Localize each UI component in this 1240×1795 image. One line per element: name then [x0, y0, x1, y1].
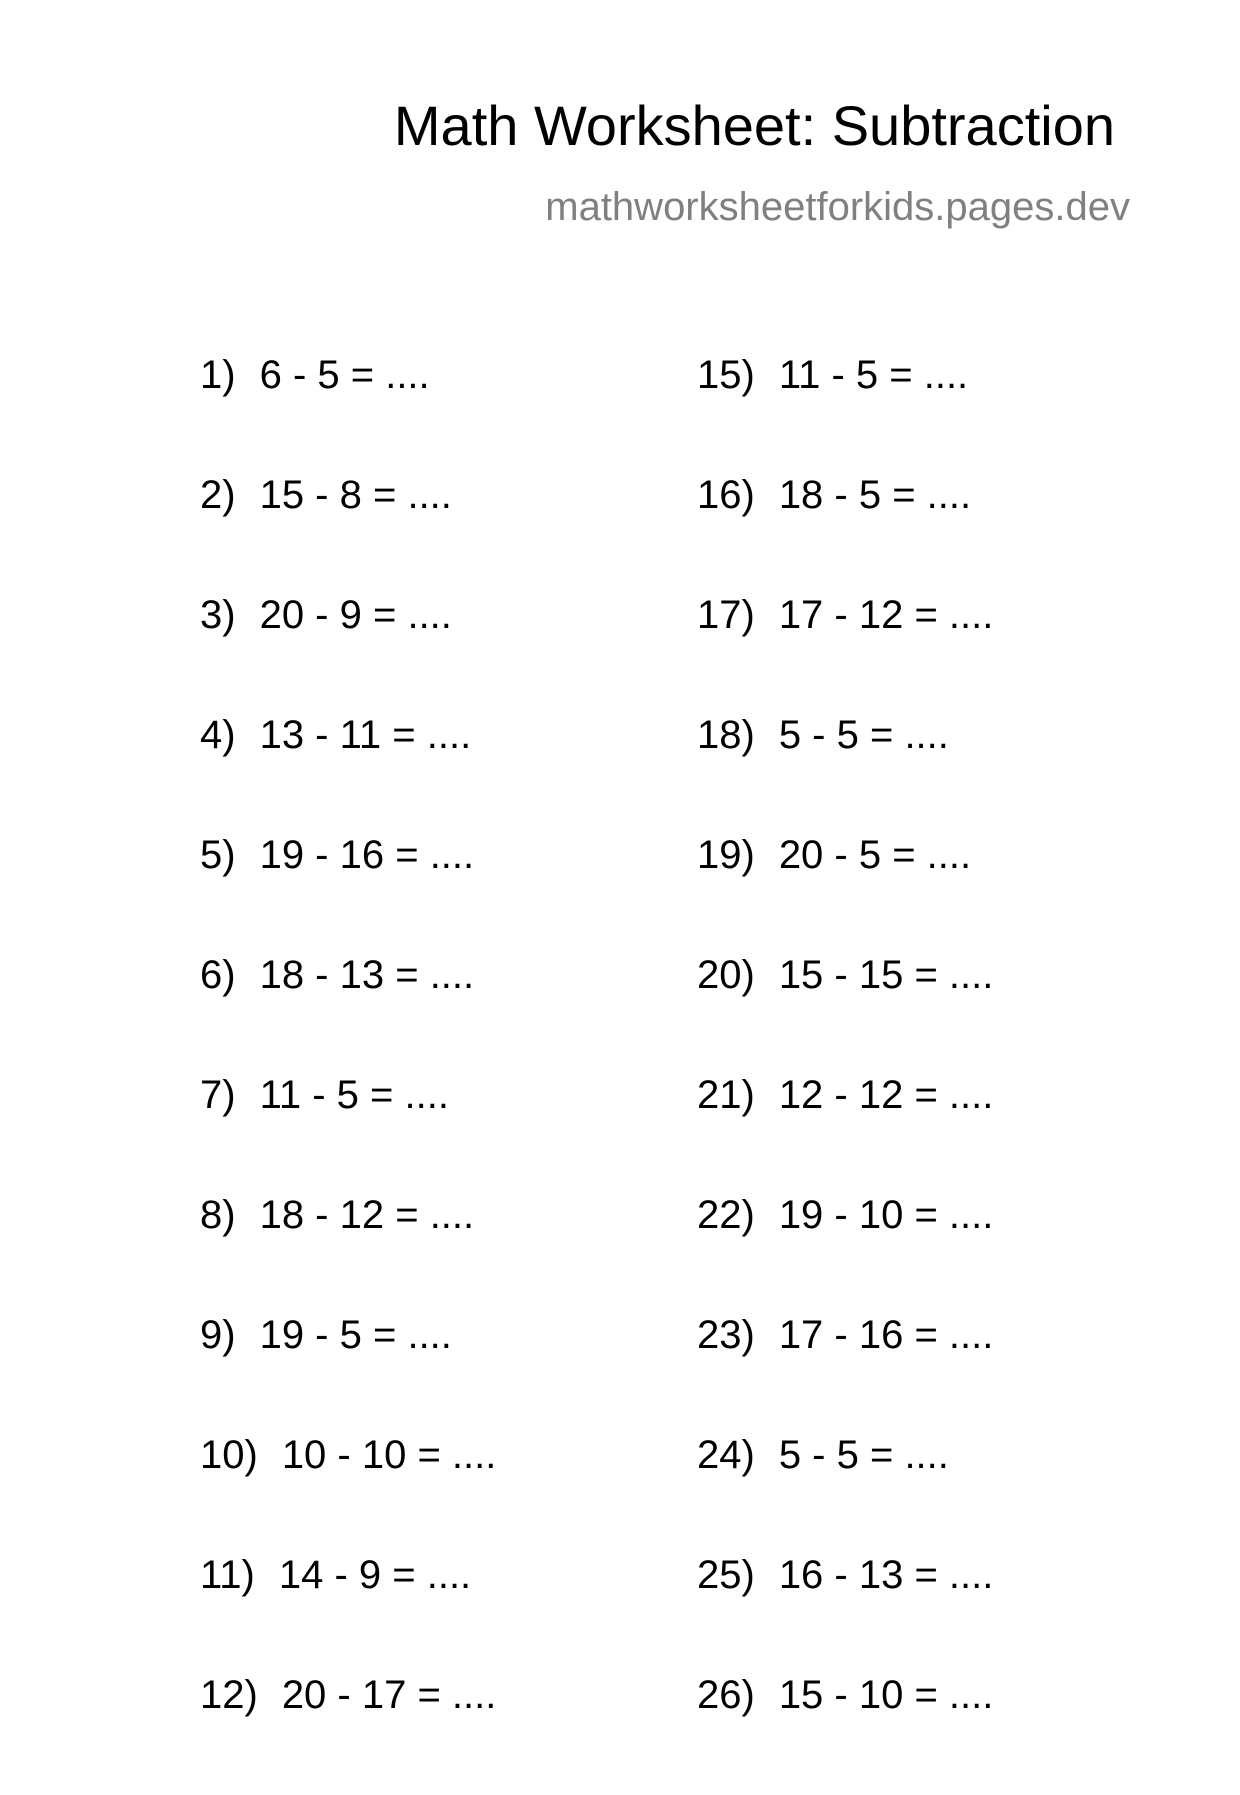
problem-number: 17) [697, 593, 755, 637]
problem-item [697, 355, 993, 475]
problem-expression: 11 - 5 = .... [259, 1073, 449, 1117]
problem-expression: 18 - 5 = .... [778, 473, 972, 517]
problem-item [200, 1075, 496, 1195]
problem-item [697, 835, 993, 955]
problem-item [200, 1315, 496, 1435]
problem-item [697, 1315, 993, 1435]
problem-expression: 19 - 5 = .... [259, 1313, 452, 1357]
source-url: mathworksheetforkids.pages.dev [545, 185, 1130, 229]
problem-number: 20) [697, 953, 755, 997]
problem-item [697, 715, 993, 835]
problem-item [200, 835, 496, 955]
problem-expression: 20 - 17 = .... [281, 1673, 497, 1717]
problem-expression: 17 - 12 = .... [778, 593, 994, 637]
problem-number: 21) [697, 1073, 755, 1117]
problem-number: 9) [200, 1313, 236, 1357]
problem-number: 5) [200, 833, 236, 877]
problem-number: 11) [200, 1553, 255, 1597]
problem-number: 1) [200, 353, 236, 397]
problem-item [697, 595, 993, 715]
page-title: Math Worksheet: Subtraction [393, 94, 1115, 157]
problem-number: 19) [697, 833, 755, 877]
problem-number: 7) [200, 1073, 236, 1117]
problem-column-left [200, 355, 496, 1795]
problem-item [200, 1675, 496, 1795]
problem-number: 15) [697, 353, 755, 397]
problem-item [200, 475, 496, 595]
problem-item [200, 955, 496, 1075]
problem-expression: 18 - 13 = .... [259, 953, 475, 997]
problem-number: 24) [697, 1433, 755, 1477]
problem-item [697, 1435, 993, 1555]
problem-number: 8) [200, 1193, 236, 1237]
problem-expression: 12 - 12 = .... [778, 1073, 994, 1117]
problem-expression: 5 - 5 = .... [778, 1433, 949, 1477]
problem-number: 25) [697, 1553, 755, 1597]
problem-item [200, 715, 496, 835]
problem-number: 22) [697, 1193, 755, 1237]
problem-number: 26) [697, 1673, 755, 1717]
problem-item [200, 1195, 496, 1315]
problem-item [697, 955, 993, 1075]
problem-number: 23) [697, 1313, 755, 1357]
problem-item [697, 1075, 993, 1195]
problem-number: 18) [697, 713, 755, 757]
problem-item [200, 1435, 496, 1555]
problem-expression: 15 - 15 = .... [778, 953, 994, 997]
problem-expression: 18 - 12 = .... [259, 1193, 475, 1237]
problem-expression: 16 - 13 = .... [778, 1553, 994, 1597]
problem-expression: 19 - 16 = .... [259, 833, 475, 877]
problem-number: 6) [200, 953, 236, 997]
problem-item [697, 475, 993, 595]
problem-item [200, 595, 496, 715]
problem-expression: 13 - 11 = .... [259, 713, 472, 757]
problem-number: 2) [200, 473, 236, 517]
problem-expression: 20 - 5 = .... [778, 833, 972, 877]
problem-expression: 5 - 5 = .... [778, 713, 949, 757]
problem-expression: 10 - 10 = .... [281, 1433, 497, 1477]
problem-number: 10) [200, 1433, 258, 1477]
problem-expression: 6 - 5 = .... [259, 353, 430, 397]
problem-item [200, 1555, 496, 1675]
problem-expression: 17 - 16 = .... [778, 1313, 994, 1357]
problem-expression: 15 - 10 = .... [778, 1673, 994, 1717]
problem-expression: 20 - 9 = .... [259, 593, 452, 637]
problem-item [697, 1675, 993, 1795]
problem-number: 4) [200, 713, 236, 757]
problem-number: 16) [697, 473, 755, 517]
problem-number: 12) [200, 1673, 258, 1717]
problem-item [200, 355, 496, 475]
problem-expression: 14 - 9 = .... [278, 1553, 472, 1597]
problem-column-right [697, 355, 993, 1795]
problem-number: 3) [200, 593, 236, 637]
problem-item [697, 1555, 993, 1675]
problem-expression: 11 - 5 = .... [778, 353, 969, 397]
problem-item [697, 1195, 993, 1315]
problem-expression: 15 - 8 = .... [259, 473, 452, 517]
problem-expression: 19 - 10 = .... [778, 1193, 994, 1237]
